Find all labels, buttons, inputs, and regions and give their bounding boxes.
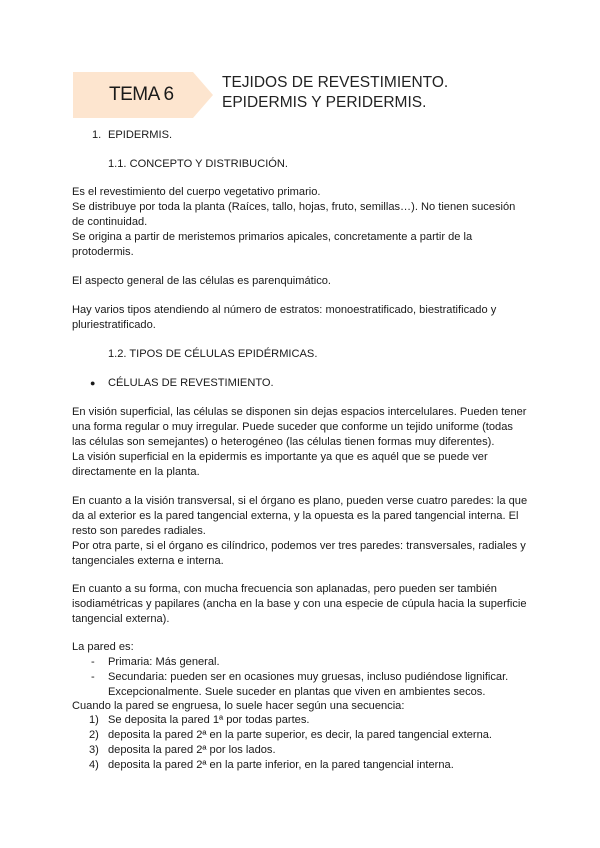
paragraph-line: La visión superficial en la epidermis es importante ya que es aquél que se puede ver: [72, 451, 488, 463]
section-heading-epidermis: EPIDERMIS.: [108, 129, 173, 141]
bullet-icon: ●: [90, 378, 96, 388]
list-item-continuation: Excepcionalmente. Suele suceder en plantas que viven en ambientes secos.: [108, 686, 486, 698]
dash-marker: -: [91, 671, 95, 683]
paragraph-line: isodiamétricas y papilares (ancha en la base y con una especie de cúpula hacia la superficie: [72, 598, 527, 610]
paragraph-line: pluriestratificado.: [72, 319, 156, 331]
bullet-heading-celulas: CÉLULAS DE REVESTIMIENTO.: [108, 377, 274, 389]
subsection-heading-tipos: 1.2. TIPOS DE CÉLULAS EPIDÉRMICAS.: [108, 348, 318, 360]
paragraph-line: las células son semejantes) o heterogéneo (las células tienen formas muy diferentes).: [72, 436, 495, 448]
sequence-item: deposita la pared 2ª en la parte inferior, en la pared tangencial interna.: [108, 759, 454, 771]
title-line-2: EPIDERMIS Y PERIDERMIS.: [222, 94, 427, 111]
sequence-number: 1): [89, 714, 99, 726]
paragraph-line: En visión superficial, las células se disponen sin dejas espacios intercelulares. Pueden tener: [72, 406, 527, 418]
paragraph-line: Se origina a partir de meristemos primarios apicales, concretamente a partir de la: [72, 231, 473, 243]
sequence-number: 2): [89, 729, 99, 741]
paragraph-line: Se distribuye por toda la planta (Raíces, tallo, hojas, fruto, semillas…). No tienen sucesión: [72, 201, 516, 213]
paragraph-line: tangenciales externa e interna.: [72, 555, 224, 567]
list-item: Secundaria: pueden ser en ocasiones muy gruesas, incluso pudiéndose lignificar.: [108, 671, 509, 683]
section-number: 1.: [92, 129, 102, 141]
paragraph-line: de continuidad.: [72, 216, 148, 228]
paragraph-line: En cuanto a su forma, con mucha frecuencia son aplanadas, pero pueden ser también: [72, 583, 497, 595]
sequence-item: Se deposita la pared 1ª por todas partes.: [108, 714, 310, 726]
paragraph-line: protodermis.: [72, 246, 134, 258]
paragraph-line: una forma regular o muy irregular. Puede suceder que conforme un tejido uniforme (todas: [72, 421, 513, 433]
paragraph-line: directamente en la planta.: [72, 466, 200, 478]
paragraph-line: Hay varios tipos atendiendo al número de estratos: monoestratificado, biestratificado y: [72, 304, 497, 316]
paragraph-line: resto son paredes radiales.: [72, 525, 206, 537]
paragraph-line: Por otra parte, si el órgano es cilíndrico, podemos ver tres paredes: transversales, radiales y: [72, 540, 526, 552]
paragraph-line: Es el revestimiento del cuerpo vegetativo primario.: [72, 186, 321, 198]
paragraph-line: da al exterior es la pared tangencial externa, y la opuesta es la pared tangencial interna. El: [72, 510, 519, 522]
dash-marker: -: [91, 656, 95, 668]
title-line-1: TEJIDOS DE REVESTIMIENTO.: [222, 74, 449, 91]
tema-label: TEMA 6: [109, 84, 174, 105]
list-item: Primaria: Más general.: [108, 656, 220, 668]
paragraph-line: En cuanto a la visión transversal, si el órgano es plano, pueden verse cuatro paredes: la que: [72, 495, 528, 507]
sequence-item: deposita la pared 2ª por los lados.: [108, 744, 276, 756]
sequence-item: deposita la pared 2ª en la parte superior, es decir, la pared tangencial externa.: [108, 729, 493, 741]
sequence-number: 4): [89, 759, 99, 771]
document-title: [222, 73, 448, 113]
sequence-number: 3): [89, 744, 99, 756]
pared-intro: La pared es:: [72, 641, 134, 653]
secuencia-intro: Cuando la pared se engruesa, lo suele hacer según una secuencia:: [72, 700, 405, 712]
subsection-heading-concepto: 1.1. CONCEPTO Y DISTRIBUCIÓN.: [108, 158, 289, 170]
paragraph-line: El aspecto general de las células es parenquimático.: [72, 275, 332, 287]
paragraph-line: tangencial externa).: [72, 613, 170, 625]
